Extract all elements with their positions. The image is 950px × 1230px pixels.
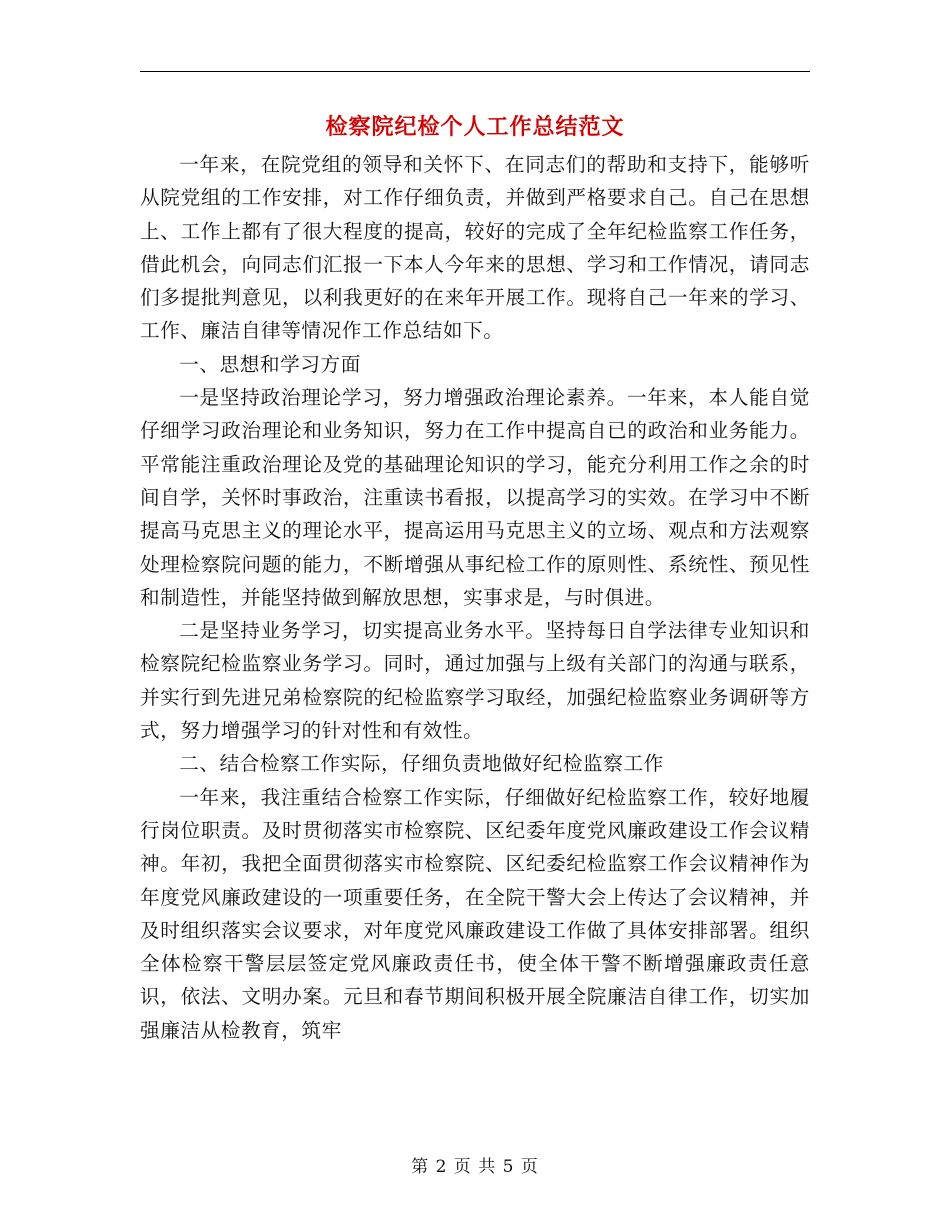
paragraph-business-study: 二是坚持业务学习，切实提高业务水平。坚持每日自学法律专业知识和检察院纪检监察业务学习。同时，通过加强与上级有关部门的沟通与联系，并实行到先进兄弟检察院的纪检监察学习取经，加强纪检监察业务调研等方式，努力增强学习的针对性和有效性。 <box>140 619 810 743</box>
paragraph-political-study: 一是坚持政治理论学习，努力增强政治理论素养。一年来，本人能自觉仔细学习政治理论和业务知识，努力在工作中提高自已的政治和业务能力。平常能注重政治理论及党的基础理论知识的学习，能充分利用工作之余的时间自学，关怀时事政治，注重读书看报，以提高学习的实效。在学习中不断提高马克思主义的理论水平，提高运用马克思主义的立场、观点和方法观察处理检察院问题的能力，不断增强从事纪检工作的原则性、系统性、预见性和制造性，并能坚持做到解放思想，实事求是，与时俱进。 <box>140 386 810 609</box>
header-rule <box>140 71 810 72</box>
document-body <box>140 148 810 1047</box>
section-heading-discipline-work: 二、结合检察工作实际，仔细负责地做好纪检监察工作 <box>179 752 664 776</box>
page-number-footer: 第 2 页 共 5 页 <box>411 1157 539 1177</box>
document-title: 检察院纪检个人工作总结范文 <box>325 114 625 140</box>
section-heading-thought-study: 一、思想和学习方面 <box>179 352 361 376</box>
paragraph-intro: 一年来，在院党组的领导和关怀下、在同志们的帮助和支持下，能够听从院党组的工作安排，对工作仔细负责，并做到严格要求自己。自己在思想上、工作上都有了很大程度的提高，较好的完成了全年纪检监察工作任务，借此机会，向同志们汇报一下本人今年来的思想、学习和工作情况，请同志们多提批判意见，以利我更好的在来年开展工作。现将自己一年来的学习、工作、廉洁自律等情况作工作总结如下。 <box>140 153 810 343</box>
paragraph-discipline-work: 一年来，我注重结合检察工作实际，仔细做好纪检监察工作，较好地履行岗位职责。及时贯彻落实市检察院、区纪委年度党风廉政建设工作会议精神。年初，我把全面贯彻落实市检察院、区纪委纪检监察工作会议精神作为年度党风廉政建设的一项重要任务，在全院干警大会上传达了会议精神，并及时组织落实会议要求，对年度党风廉政建设工作做了具体安排部署。组织全体检察干警层层签定党风廉政责任书，使全体干警不断增强廉政责任意识，依法、文明办案。元旦和春节期间积极开展全院廉洁自律工作，切实加强廉洁从检教育，筑牢 <box>140 785 810 1042</box>
